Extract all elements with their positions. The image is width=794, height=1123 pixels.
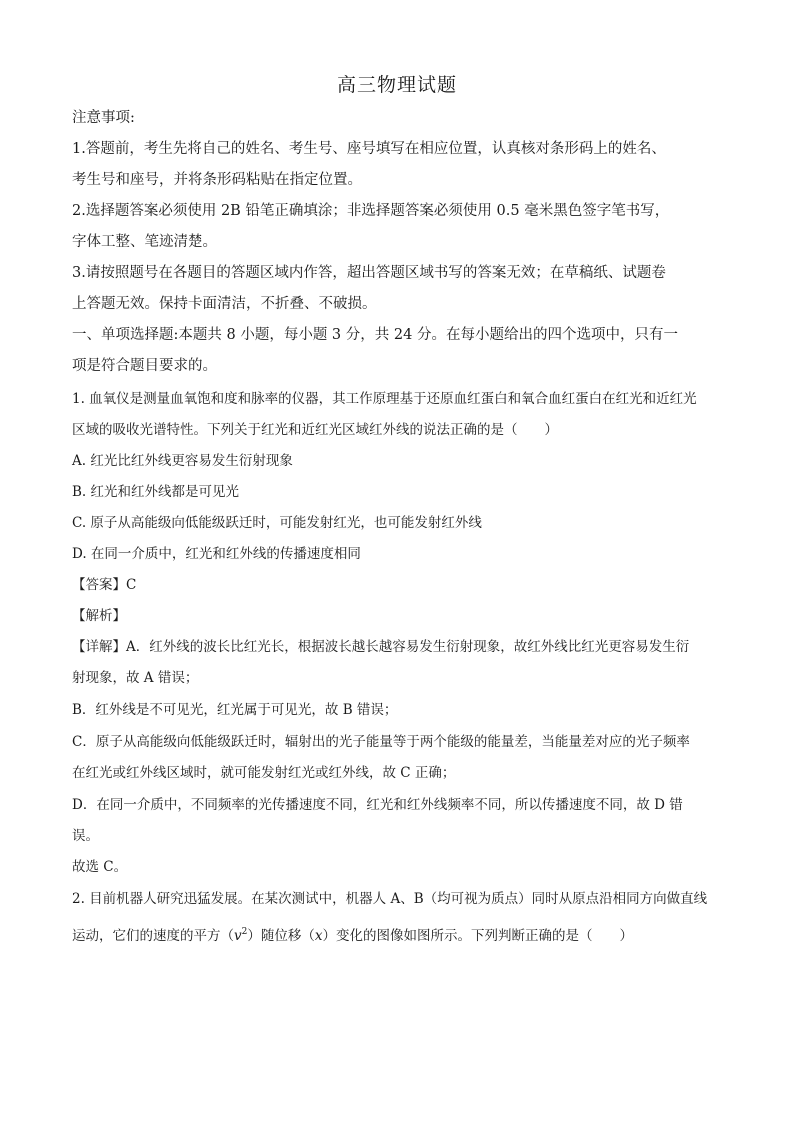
notice-item-3-line-2: 上答题无效。保持卡面清洁，不折叠、不破损。 bbox=[72, 296, 377, 312]
displacement-variable: x bbox=[314, 928, 323, 944]
section-1-heading-line-2: 项是符合题目要求的。 bbox=[72, 358, 217, 374]
q2-stem-line-2 bbox=[72, 922, 633, 946]
q1-stem-line-1: 1. 血氧仪是测量血氧饱和度和脉率的仪器，其工作原理基于还原血红蛋白和氧合血红蛋白在红光和近红光 bbox=[72, 391, 697, 407]
q1-option-a: A. 红光比红外线更容易发生衍射现象 bbox=[72, 453, 293, 469]
section-1-heading-line-1: 一、单项选择题:本题共 8 小题，每小题 3 分，共 24 分。在每小题给出的四个选项中，只有一 bbox=[72, 327, 678, 343]
page-title: 高三物理试题 bbox=[336, 74, 457, 96]
q2-stem-line-1: 2. 目前机器人研究迅猛发展。在某次测试中，机器人 A、B（均可视为质点）同时从原点沿相同方向做直线 bbox=[72, 891, 708, 907]
notice-item-1-line-2: 考生号和座号，并将条形码粘贴在指定位置。 bbox=[72, 172, 362, 188]
q1-answer: 【答案】C bbox=[72, 577, 137, 593]
q1-option-c: C. 原子从高能级向低能级跃迁时，可能发射红光，也可能发射红外线 bbox=[72, 515, 482, 531]
q1-option-d: D. 在同一介质中，红光和红外线的传播速度相同 bbox=[72, 546, 361, 562]
notice-heading: 注意事项: bbox=[72, 110, 135, 126]
notice-item-3-line-1: 3.请按照题号在各题目的答题区域内作答，超出答题区域书写的答案无效；在草稿纸、试题卷 bbox=[72, 265, 666, 281]
notice-item-2-line-1: 2.选择题答案必须使用 2B 铅笔正确填涂；非选择题答案必须使用 0.5 毫米黑色签字笔书写， bbox=[72, 203, 670, 219]
q1-detail-a-line-1: 【详解】A．红外线的波长比红光长，根据波长越长越容易发生衍射现象，故红外线比红光更容易发生衍 bbox=[72, 639, 690, 655]
q1-detail-d-line-1: D．在同一介质中，不同频率的光传播速度不同，红光和红外线频率不同，所以传播速度不同，故 D 错 bbox=[72, 797, 683, 813]
q1-conclusion: 故选 C。 bbox=[72, 859, 128, 875]
q1-detail-c-line-2: 在红光或红外线区域时，就可能发射红光或红外线，故 C 正确； bbox=[72, 765, 456, 781]
notice-item-1-line-1: 1.答题前，考生先将自己的姓名、考生号、座号填写在相应位置，认真核对条形码上的姓名、 bbox=[72, 141, 666, 157]
q1-stem-line-2: 区域的吸收光谱特性。下列关于红光和近红光区域红外线的说法正确的是（ ） bbox=[72, 422, 558, 438]
q2-stem-text-b: ）随位移（ bbox=[247, 928, 315, 944]
q2-stem-text-a: 运动，它们的速度的平方（ bbox=[72, 928, 234, 944]
q1-detail-b: B．红外线是不可见光，红光属于可见光，故 B 错误； bbox=[72, 702, 398, 718]
q1-detail-d-line-2: 误。 bbox=[72, 828, 99, 844]
notice-item-2-line-2: 字体工整、笔迹清楚。 bbox=[72, 234, 217, 250]
q1-analysis-label: 【解析】 bbox=[72, 608, 126, 624]
q1-option-b: B. 红光和红外线都是可见光 bbox=[72, 484, 240, 500]
q2-stem-text-c: ）变化的图像如图所示。下列判断正确的是（ ） bbox=[322, 928, 633, 944]
velocity-variable: v bbox=[234, 928, 242, 944]
q1-detail-a-line-2: 射现象，故 A 错误； bbox=[72, 670, 199, 686]
q1-detail-c-line-1: C．原子从高能级向低能级跃迁时，辐射出的光子能量等于两个能级的能量差，当能量差对应的光子频率 bbox=[72, 734, 690, 750]
squared-exponent: 2 bbox=[241, 927, 248, 937]
